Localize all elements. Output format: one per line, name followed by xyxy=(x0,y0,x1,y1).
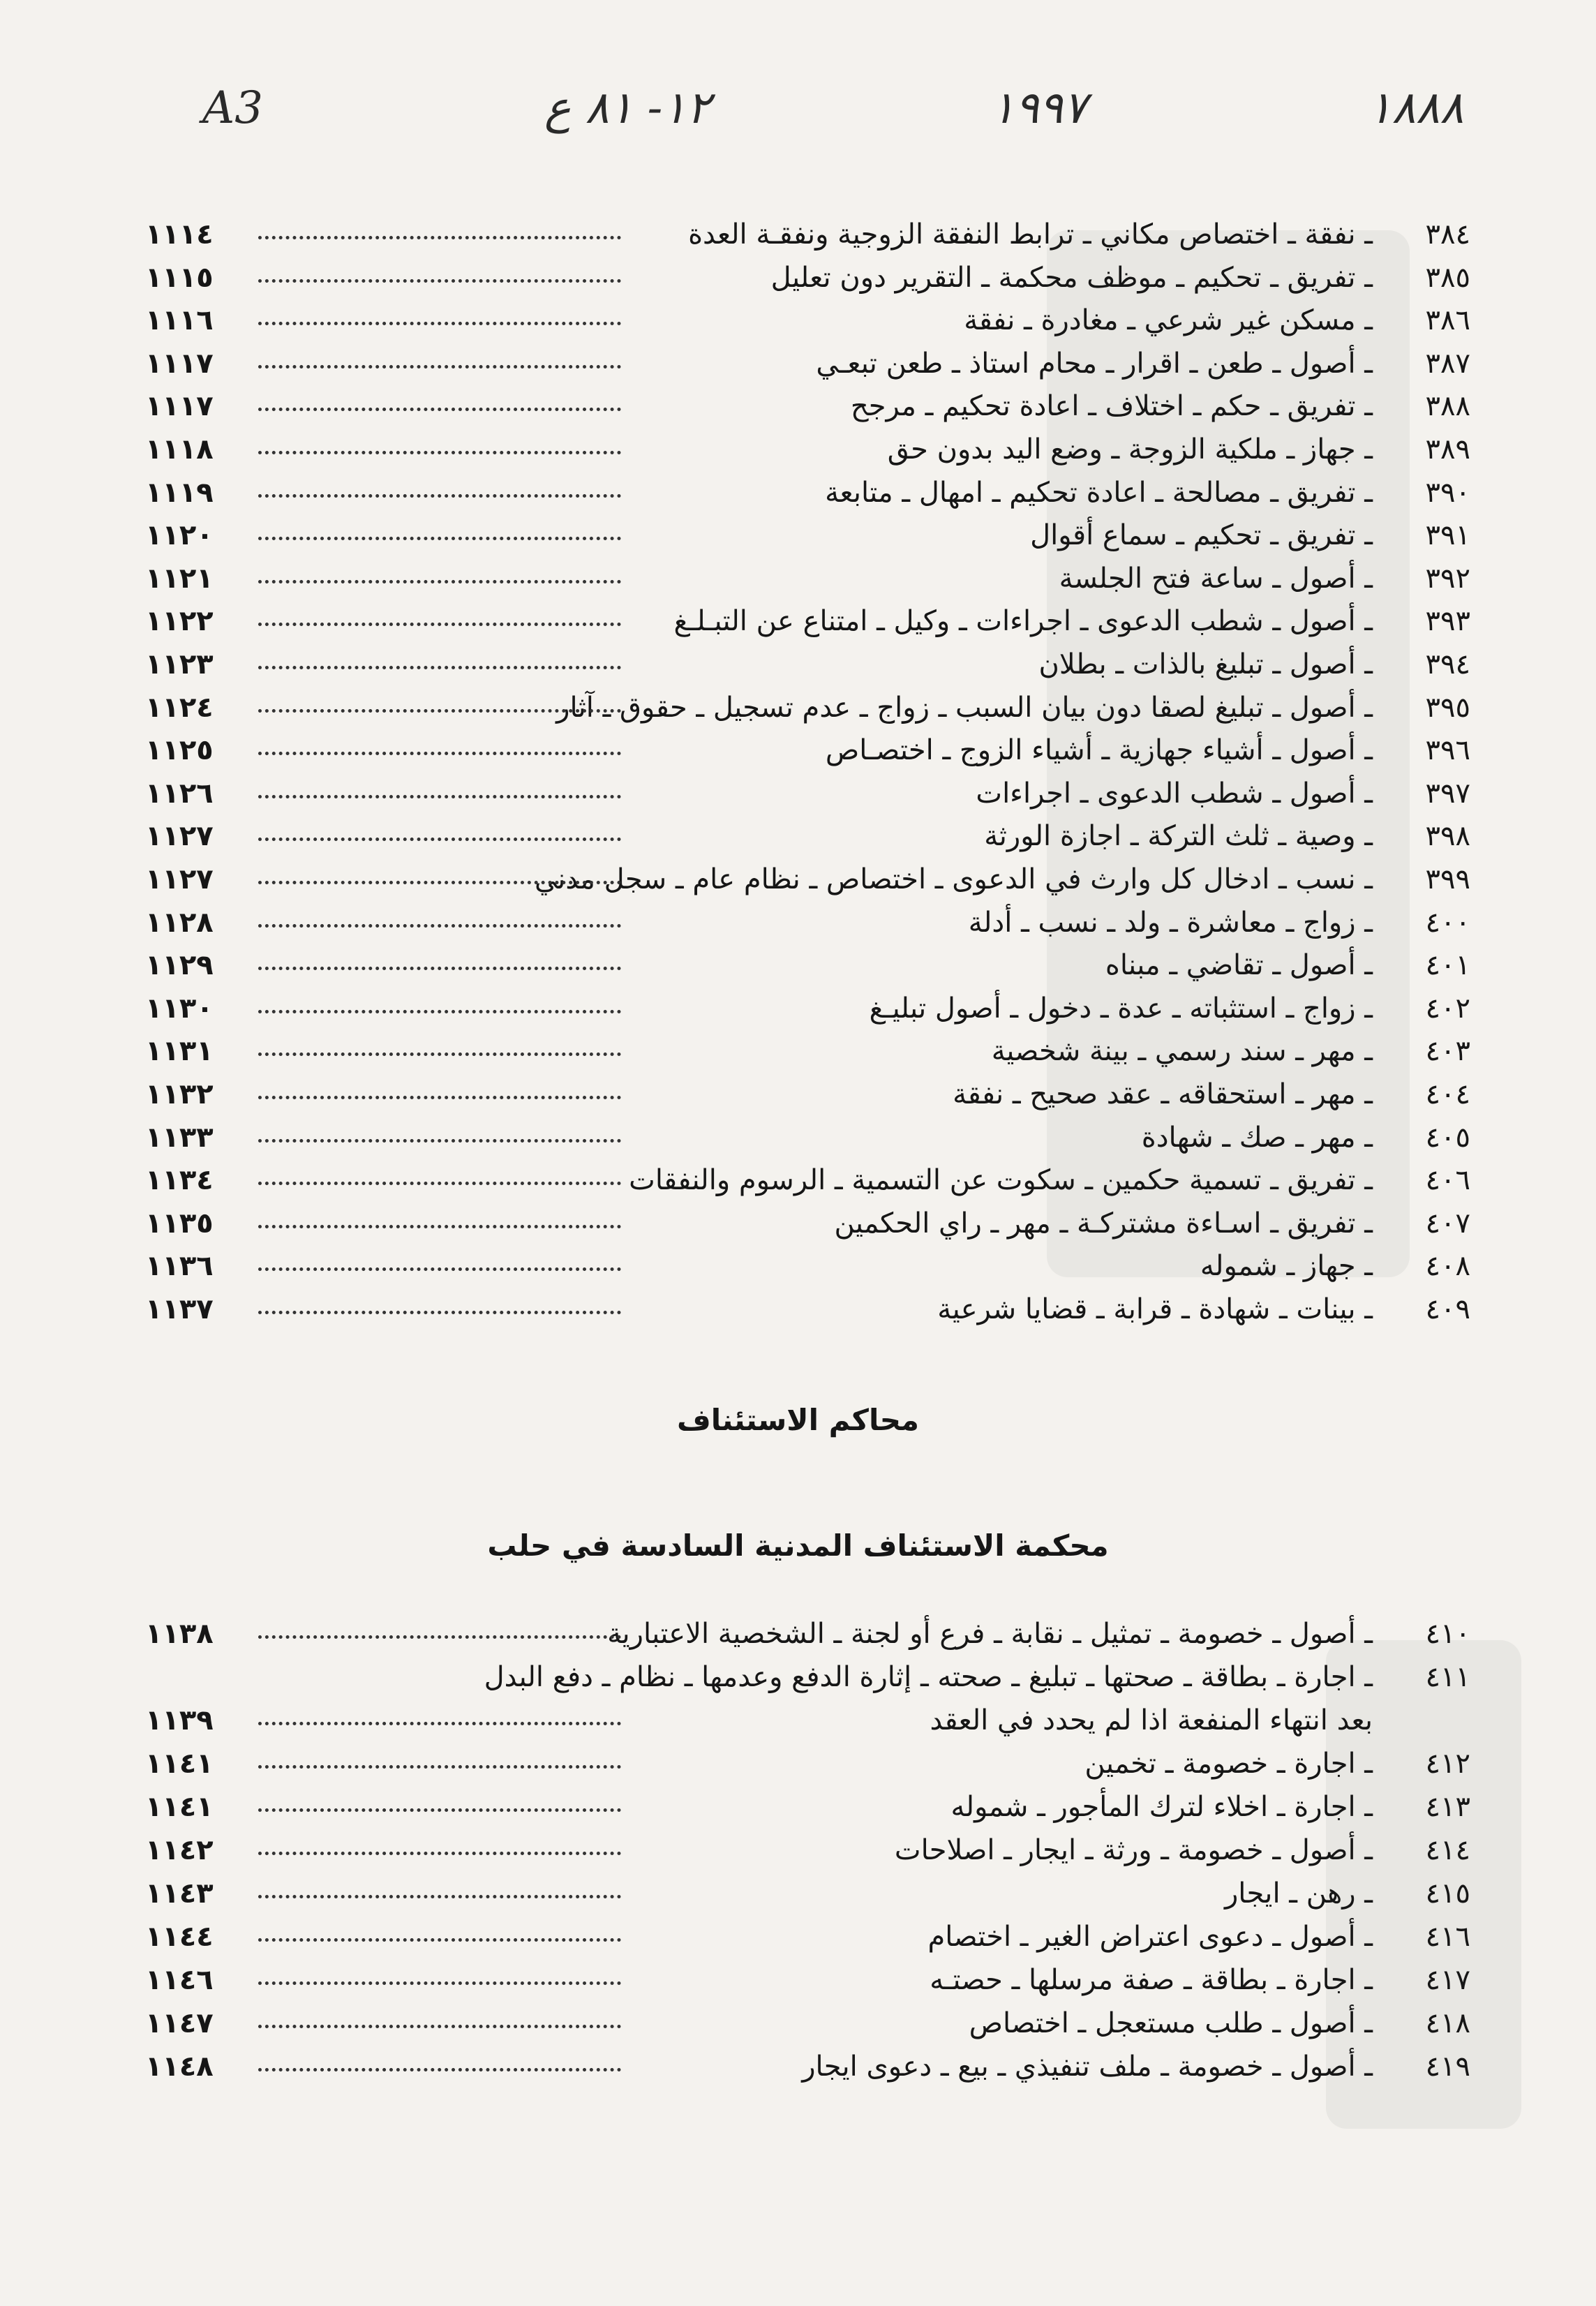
index-entry xyxy=(0,1162,1596,1201)
entry-page-number: ١١٣٦ xyxy=(145,1250,214,1283)
leader-dots xyxy=(258,818,621,841)
leader-dots xyxy=(258,1205,621,1228)
entry-number: ٤٠٦ xyxy=(1425,1164,1470,1197)
leader-dots xyxy=(258,1746,621,1769)
entry-number: ٤١٤ xyxy=(1425,1834,1470,1866)
leader-dots xyxy=(258,560,621,583)
entry-title: ـ اجارة ـ اخلاء لترك المأجور ـ شموله xyxy=(950,1791,1373,1823)
entry-page-number: ١١٣٢ xyxy=(145,1078,214,1110)
subsection-title: محكمة الاستئناف المدنية السادسة في حلب xyxy=(487,1528,1109,1563)
entry-number: ٣٩٢ xyxy=(1425,562,1470,595)
index-entry xyxy=(0,1832,1596,1871)
entry-number: ٤١٧ xyxy=(1425,1964,1470,1996)
entry-number: ٤١٩ xyxy=(1425,2051,1470,2083)
entry-number: ٣٩٤ xyxy=(1425,648,1470,680)
handwritten-note-mid: ١٢- ٨١ ع xyxy=(544,82,710,134)
entry-page-number: ١١٤٨ xyxy=(145,2051,214,2083)
entry-title: بعد انتهاء المنفعة اذا لم يحدد في العقد xyxy=(930,1704,1373,1736)
index-entry xyxy=(0,990,1596,1029)
index-entry xyxy=(0,1789,1596,1828)
leader-dots xyxy=(258,216,621,239)
entry-number: ٣٨٩ xyxy=(1425,433,1470,466)
entry-title: ـ مهر ـ صك ـ شهادة xyxy=(1141,1121,1373,1154)
entry-number: ٣٨٦ xyxy=(1425,304,1470,337)
entry-title: ـ نسب ـ ادخال كل وارث في الدعوى ـ اختصاص ـ نظام عام ـ سجل مدني xyxy=(534,863,1373,895)
leader-dots xyxy=(258,603,621,626)
entry-title: ـ أصول ـ دعوى اعتراض الغير ـ اختصام xyxy=(927,1921,1373,1953)
leader-dots xyxy=(258,1962,621,1985)
entry-page-number: ١١١٧ xyxy=(145,390,214,423)
entry-page-number: ١١١٨ xyxy=(145,433,214,466)
entry-number: ٤١٣ xyxy=(1425,1791,1470,1823)
entry-number: ٤٠٨ xyxy=(1425,1250,1470,1283)
entry-number: ٤١١ xyxy=(1425,1661,1470,1693)
index-entry xyxy=(0,1702,1596,1741)
leader-dots xyxy=(258,517,621,540)
entry-page-number: ١١٣٩ xyxy=(145,1704,214,1736)
entry-page-number: ١١٣٨ xyxy=(145,1618,214,1650)
index-entry xyxy=(0,861,1596,900)
entry-title: ـ أصول ـ طعن ـ اقرار ـ محام استاذ ـ طعن تبعـي xyxy=(816,347,1373,380)
entry-number: ٤٠٣ xyxy=(1425,1035,1470,1068)
entry-number: ٤٠١ xyxy=(1425,949,1470,982)
entry-title: ـ اجارة ـ بطاقة ـ صحتها ـ تبليغ ـ صحته ـ إثارة الدفع وعدمها ـ نظام ـ دفع البدل xyxy=(484,1661,1373,1693)
entry-page-number: ١١٢٧ xyxy=(145,820,214,853)
entry-title: ـ مسكن غير شرعي ـ مغادرة ـ نفقة xyxy=(964,304,1373,337)
entry-title: ـ أصول ـ خصومة ـ ملف تنفيذي ـ بيع ـ دعوى ايجار xyxy=(802,2051,1373,2083)
leader-dots xyxy=(258,861,621,884)
entry-title: ـ تفريق ـ تحكيم ـ سماع أقوال xyxy=(1030,519,1373,552)
leader-dots xyxy=(258,690,621,713)
index-entry xyxy=(0,1919,1596,1958)
entry-title: ـ رهن ـ ايجار xyxy=(1224,1877,1373,1910)
entry-page-number: ١١١٧ xyxy=(145,347,214,380)
leader-dots xyxy=(258,475,621,498)
entry-title: ـ مهر ـ استحقاقه ـ عقد صحيح ـ نفقة xyxy=(953,1078,1373,1110)
handwritten-note-left: A3 xyxy=(202,82,263,134)
leader-dots xyxy=(258,1875,621,1898)
index-entry xyxy=(0,431,1596,470)
entry-title: ـ أصول ـ طلب مستعجل ـ اختصاص xyxy=(969,2007,1373,2039)
index-entry xyxy=(0,1962,1596,2001)
index-entry xyxy=(0,775,1596,814)
entry-title: ـ وصية ـ ثلث التركة ـ اجازة الورثة xyxy=(984,820,1373,853)
entry-number: ٣٨٤ xyxy=(1425,218,1470,251)
entry-page-number: ١١٤١ xyxy=(145,1791,214,1823)
leader-dots xyxy=(258,990,621,1013)
index-entry xyxy=(0,388,1596,427)
index-entry xyxy=(0,1291,1596,1330)
entry-number: ٣٩١ xyxy=(1425,519,1470,552)
index-entry xyxy=(0,690,1596,729)
entry-page-number: ١١٤١ xyxy=(145,1748,214,1780)
handwritten-note-right: ١٨٨٨ xyxy=(1368,82,1464,134)
entry-number: ٤٠٠ xyxy=(1425,906,1470,939)
entry-page-number: ١١٢٣ xyxy=(145,648,214,680)
entry-title: ـ بينات ـ شهادة ـ قرابة ـ قضايا شرعية xyxy=(937,1293,1373,1325)
entry-number: ٤٠٥ xyxy=(1425,1121,1470,1154)
index-entry xyxy=(0,1033,1596,1072)
entry-number: ٤٠٢ xyxy=(1425,992,1470,1025)
leader-dots xyxy=(258,1291,621,1314)
index-entry xyxy=(0,1248,1596,1287)
leader-dots xyxy=(258,1616,621,1639)
entry-title: ـ أصول ـ خصومة ـ ورثة ـ ايجار ـ اصلاحات xyxy=(894,1834,1373,1866)
entry-number: ٣٩٦ xyxy=(1425,734,1470,767)
entry-page-number: ١١٣٧ xyxy=(145,1293,214,1325)
entry-title: ـ أصول ـ شطب الدعوى ـ اجراءات xyxy=(976,777,1373,810)
index-entry xyxy=(0,475,1596,514)
entry-title: ـ أصول ـ تبليغ بالذات ـ بطلان xyxy=(1038,648,1373,680)
index-entry xyxy=(0,260,1596,299)
entry-number: ٣٩٩ xyxy=(1425,863,1470,895)
entry-number: ٣٨٧ xyxy=(1425,347,1470,380)
index-entry xyxy=(0,1205,1596,1244)
entry-page-number: ١١٢٢ xyxy=(145,605,214,638)
entry-page-number: ١١١٥ xyxy=(145,261,214,294)
leader-dots xyxy=(258,302,621,325)
index-entry xyxy=(0,2048,1596,2088)
entry-title: ـ نفقة ـ اختصاص مكاني ـ ترابط النفقة الزوجية ونفقـة العدة xyxy=(688,218,1373,251)
entry-title: ـ تفريق ـ تسمية حكمين ـ سكوت عن التسمية ـ الرسوم والنفقات xyxy=(629,1164,1373,1197)
entry-number: ٣٩٠ xyxy=(1425,476,1470,509)
index-entry xyxy=(0,560,1596,600)
index-entry xyxy=(0,1119,1596,1159)
entry-title: ـ اجارة ـ بطاقة ـ صفة مرسلها ـ حصتـه xyxy=(930,1964,1373,1996)
leader-dots xyxy=(258,1076,621,1099)
entry-title: ـ أصول ـ تقاضي ـ مبناه xyxy=(1105,949,1373,982)
leader-dots xyxy=(258,1162,621,1185)
entry-page-number: ١١٤٢ xyxy=(145,1834,214,1866)
entry-page-number: ١١١٦ xyxy=(145,304,214,337)
leader-dots xyxy=(258,345,621,369)
index-entry xyxy=(0,2005,1596,2044)
index-entry xyxy=(0,345,1596,385)
section-title: محاكم الاستئناف xyxy=(677,1403,919,1437)
entry-page-number: ١١٢٨ xyxy=(145,906,214,939)
index-entry xyxy=(0,216,1596,255)
leader-dots xyxy=(258,1919,621,1942)
index-entry xyxy=(0,818,1596,857)
entry-page-number: ١١٣٠ xyxy=(145,992,214,1025)
entry-page-number: ١١٣٥ xyxy=(145,1207,214,1240)
entry-title: ـ زواج ـ معاشرة ـ ولد ـ نسب ـ أدلة xyxy=(968,906,1373,939)
entry-page-number: ١١٢٠ xyxy=(145,519,214,552)
entry-title: ـ أصول ـ ساعة فتح الجلسة xyxy=(1059,562,1373,595)
leader-dots xyxy=(258,1789,621,1812)
entry-title: ـ جهاز ـ شموله xyxy=(1200,1250,1373,1283)
entry-number: ٤١٠ xyxy=(1425,1618,1470,1650)
entry-title: ـ مهر ـ سند رسمي ـ بينة شخصية xyxy=(991,1035,1373,1068)
leader-dots xyxy=(258,388,621,411)
entry-number: ٤١٦ xyxy=(1425,1921,1470,1953)
entry-page-number: ١١١٩ xyxy=(145,476,214,509)
entry-title: ـ أصول ـ تبليغ لصقا دون بيان السبب ـ زواج ـ عدم تسجيل ـ حقوق ـ آثار xyxy=(556,691,1373,724)
entry-page-number: ١١٣١ xyxy=(145,1035,214,1068)
entry-number: ٣٩٧ xyxy=(1425,777,1470,810)
entry-number: ٤١٢ xyxy=(1425,1748,1470,1780)
leader-dots xyxy=(258,2048,621,2071)
entry-number: ٤٠٤ xyxy=(1425,1078,1470,1110)
entry-number: ٣٨٨ xyxy=(1425,390,1470,423)
entry-title: ـ زواج ـ استثباته ـ عدة ـ دخول ـ أصول تبليـغ xyxy=(869,992,1373,1025)
leader-dots xyxy=(258,1248,621,1271)
entry-page-number: ١١٤٤ xyxy=(145,1921,214,1953)
entry-title: ـ تفريق ـ اسـاءة مشتركـة ـ مهر ـ راي الحكمين xyxy=(834,1207,1373,1240)
entry-page-number: ١١٤٦ xyxy=(145,1964,214,1996)
entry-page-number: ١١٢٦ xyxy=(145,777,214,810)
entry-title: ـ أصول ـ أشياء جهازية ـ أشياء الزوج ـ اختصـاص xyxy=(825,734,1373,767)
entry-page-number: ١١١٤ xyxy=(145,218,214,251)
index-entry xyxy=(0,1875,1596,1914)
entry-title: ـ تفريق ـ مصالحة ـ اعادة تحكيم ـ امهال ـ متابعة xyxy=(825,476,1373,509)
leader-dots xyxy=(258,1702,621,1725)
entry-title: ـ تفريق ـ حكم ـ اختلاف ـ اعادة تحكيم ـ مرجح xyxy=(850,390,1373,423)
entry-page-number: ١١٤٣ xyxy=(145,1877,214,1910)
entry-title: ـ اجارة ـ خصومة ـ تخمين xyxy=(1084,1748,1373,1780)
entry-page-number: ١١٢٩ xyxy=(145,949,214,982)
leader-dots xyxy=(258,732,621,755)
index-entry xyxy=(0,905,1596,944)
index-entry xyxy=(0,1746,1596,1785)
entry-number: ٣٩٨ xyxy=(1425,820,1470,853)
entry-number: ٣٩٥ xyxy=(1425,691,1470,724)
index-entry xyxy=(0,1659,1596,1698)
index-entry xyxy=(0,1616,1596,1655)
leader-dots xyxy=(258,260,621,283)
leader-dots xyxy=(258,1832,621,1855)
entry-number: ٤٠٧ xyxy=(1425,1207,1470,1240)
leader-dots xyxy=(258,1033,621,1056)
entry-number: ٣٩٣ xyxy=(1425,605,1470,638)
index-entry xyxy=(0,646,1596,685)
leader-dots xyxy=(258,775,621,798)
index-entry xyxy=(0,603,1596,642)
entry-number: ٤٠٩ xyxy=(1425,1293,1470,1325)
entry-title: ـ جهاز ـ ملكية الزوجة ـ وضع اليد بدون حق xyxy=(887,433,1373,466)
entry-number: ٣٨٥ xyxy=(1425,261,1470,294)
index-entry xyxy=(0,302,1596,341)
leader-dots xyxy=(258,646,621,669)
leader-dots xyxy=(258,2005,621,2028)
leader-dots xyxy=(258,431,621,454)
index-entry xyxy=(0,732,1596,771)
entry-title: ـ تفريق ـ تحكيم ـ موظف محكمة ـ التقرير دون تعليل xyxy=(770,261,1373,294)
index-entry xyxy=(0,1076,1596,1115)
entry-number: ٤١٥ xyxy=(1425,1877,1470,1910)
index-entry xyxy=(0,517,1596,556)
entry-page-number: ١١٣٤ xyxy=(145,1164,214,1197)
entry-title: ـ أصول ـ شطب الدعوى ـ اجراءات ـ وكيل ـ امتناع عن التبـلـغ xyxy=(673,605,1373,638)
handwritten-note-center: ١٩٩٧ xyxy=(991,82,1087,134)
index-entry xyxy=(0,947,1596,986)
entry-number: ٤١٨ xyxy=(1425,2007,1470,2039)
leader-dots xyxy=(258,1119,621,1143)
entry-page-number: ١١٤٧ xyxy=(145,2007,214,2039)
leader-dots xyxy=(258,905,621,928)
entry-page-number: ١١٢٤ xyxy=(145,691,214,724)
entry-page-number: ١١٢٧ xyxy=(145,863,214,895)
entry-page-number: ١١٢٥ xyxy=(145,734,214,767)
leader-dots xyxy=(258,947,621,970)
entry-page-number: ١١٢١ xyxy=(145,562,214,595)
entry-page-number: ١١٣٣ xyxy=(145,1121,214,1154)
entry-title: ـ أصول ـ خصومة ـ تمثيل ـ نقابة ـ فرع أو لجنة ـ الشخصية الاعتبارية xyxy=(607,1618,1373,1650)
